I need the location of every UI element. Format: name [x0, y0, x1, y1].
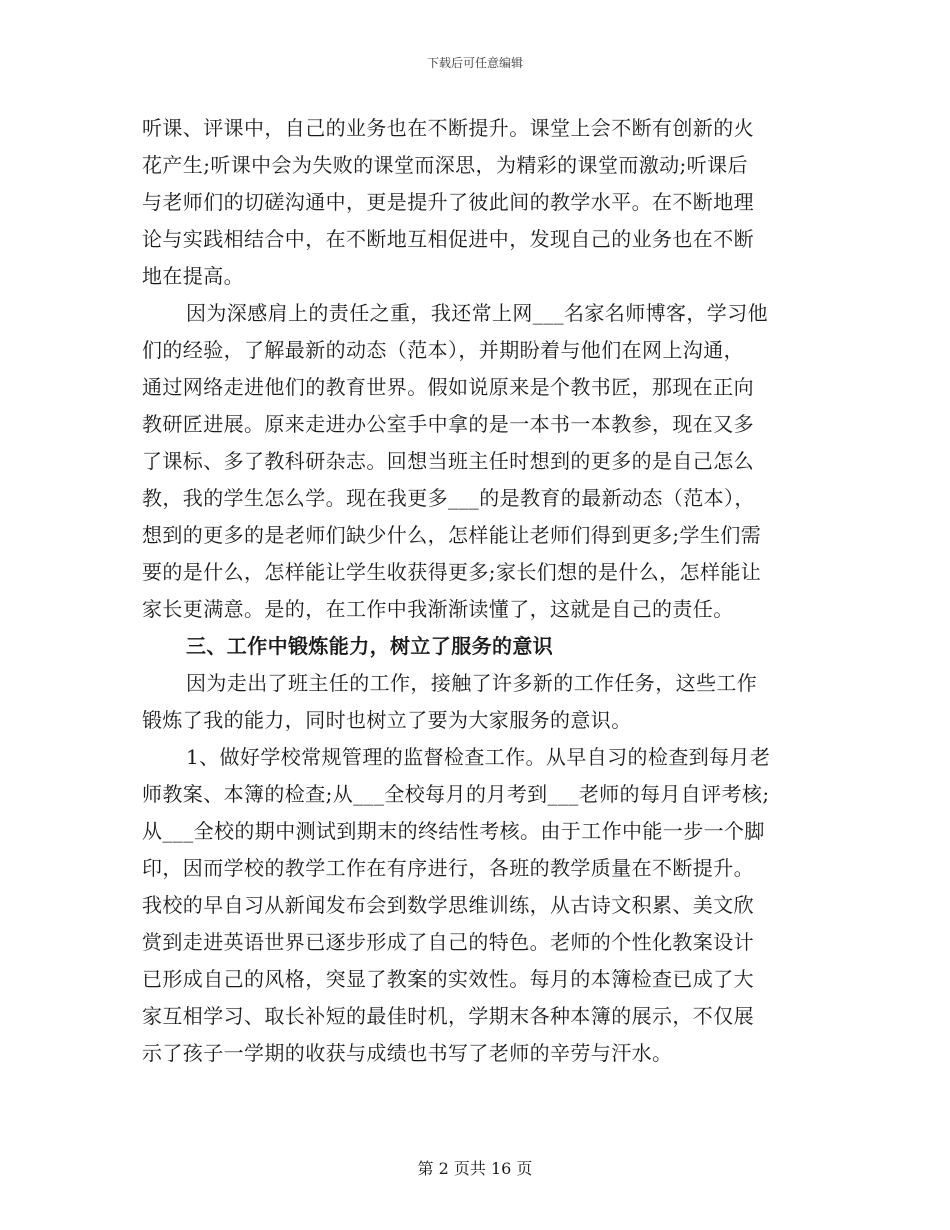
text-line: 了课标、多了教科研杂志。回想当班主任时想到的更多的是自己怎么	[142, 449, 754, 473]
paragraph-first-line: 因为深感肩上的责任之重，我还常上网___名家名师博客，学习他	[186, 301, 768, 325]
paragraph-first-line: 因为走出了班主任的工作，接触了许多新的工作任务，这些工作	[186, 671, 758, 695]
page-header: 下载后可任意编辑	[426, 56, 523, 70]
text-line: 示了孩子一学期的收获与成绩也书写了老师的辛劳与汗水。	[142, 1041, 673, 1065]
text-line: 师教案、本簿的检查;从___全校每月的月考到___老师的每月自评考核;	[142, 782, 770, 806]
paragraph-first-line: 1、做好学校常规管理的监督检查工作。从早自习的检查到每月老	[186, 745, 771, 769]
text-line: 赏到走进英语世界已逐步形成了自己的特色。老师的个性化教案设计	[142, 930, 754, 954]
text-line: 教，我的学生怎么学。现在我更多___的是教育的最新动态（范本），	[142, 486, 755, 510]
text-line: 听课、评课中，自己的业务也在不断提升。课堂上会不断有创新的火	[142, 116, 754, 140]
text-line: 我校的早自习从新闻发布会到数学思维训练，从古诗文积累、美文欣	[142, 893, 754, 917]
text-line: 已形成自己的风格，突显了教案的实效性。每月的本簿检查已成了大	[142, 967, 754, 991]
text-line: 印，因而学校的教学工作在有序进行，各班的教学质量在不断提升。	[142, 856, 754, 880]
text-line: 论与实践相结合中，在不断地互相促进中，发现自己的业务也在不断	[142, 227, 754, 251]
text-line: 花产生;听课中会为失败的课堂而深思，为精彩的课堂而激动;听课后	[142, 153, 748, 177]
document-body	[142, 110, 812, 1072]
text-line: 锻炼了我的能力，同时也树立了要为大家服务的意识。	[142, 708, 632, 732]
text-line: 要的是什么，怎样能让学生收获得更多;家长们想的是什么，怎样能让	[142, 560, 762, 584]
text-line: 通过网络走进他们的教育世界。假如说原来是个教书匠，那现在正向	[142, 375, 754, 399]
text-line: 地在提高。	[142, 264, 244, 288]
text-line: 从___全校的期中测试到期末的终结性考核。由于工作中能一步一个脚	[142, 819, 765, 843]
text-line: 家互相学习、取长补短的最佳时机，学期末各种本簿的展示，不仅展	[142, 1004, 754, 1028]
text-line: 与老师们的切磋沟通中，更是提升了彼此间的教学水平。在不断地理	[142, 190, 754, 214]
text-line: 家长更满意。是的，在工作中我渐渐读懂了，这就是自己的责任。	[142, 597, 734, 621]
text-line: 们的经验，了解最新的动态（范本），并期盼着与他们在网上沟通，	[142, 338, 744, 362]
text-line: 想到的更多的是老师们缺少什么，怎样能让老师们得到更多;学生们需	[142, 523, 762, 547]
section-heading: 三、工作中锻炼能力，树立了服务的意识	[186, 634, 554, 658]
text-line: 教研匠进展。原来走进办公室手中拿的是一本书一本教参，现在又多	[142, 412, 754, 436]
page-number: 第 2 页共 16 页	[417, 1159, 533, 1178]
